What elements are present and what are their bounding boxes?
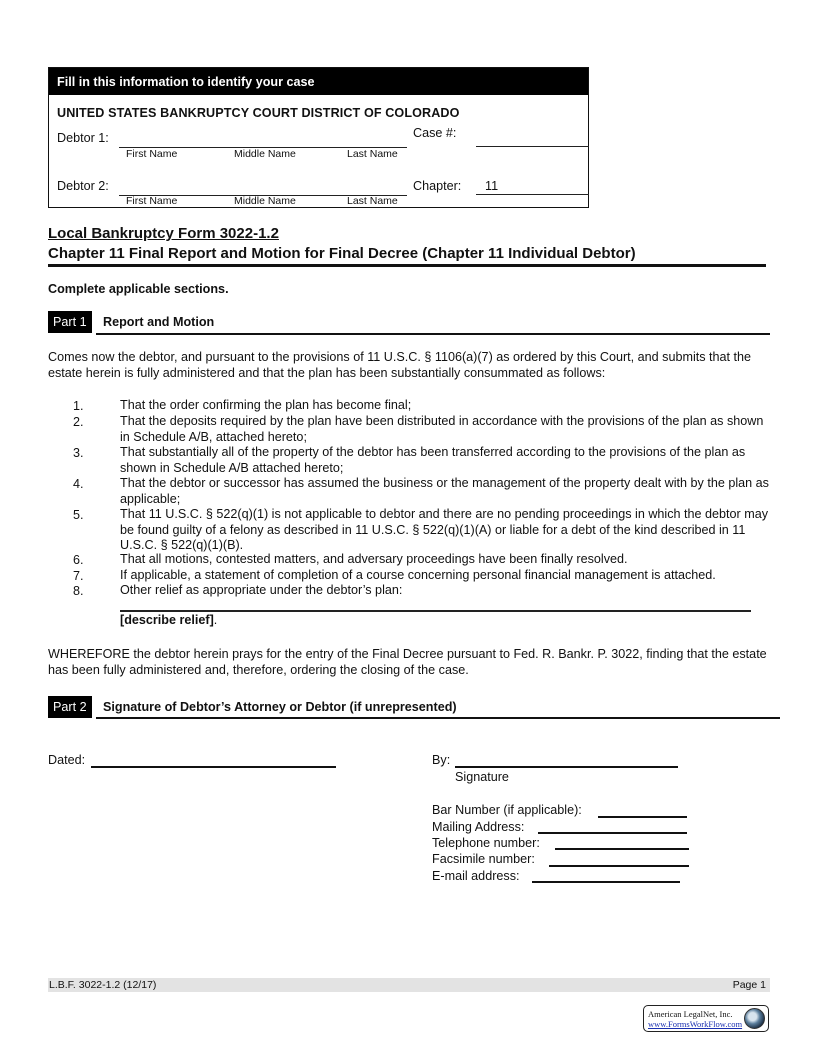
instructions: Complete applicable sections.: [48, 282, 229, 296]
part2-title: Signature of Debtor’s Attorney or Debtor (if unrepresented): [103, 700, 457, 714]
page-number: Page 1: [732, 979, 766, 991]
debtor1-last-name-label: Last Name: [347, 148, 398, 160]
form-title: Chapter 11 Final Report and Motion for Final Decree (Chapter 11 Individual Debtor): [48, 245, 636, 262]
case-box-header: Fill in this information to identify your case: [49, 68, 588, 95]
signature-label: Signature: [455, 770, 509, 784]
item-6-text: That all motions, contested matters, and adversary proceedings have been finally resolved.: [120, 552, 628, 566]
item-4-text: That the debtor or successor has assumed the business or the management of the property dealt with by the plan as applicable;: [120, 476, 769, 506]
describe-relief-label: [120, 613, 217, 627]
item-7-number: 7.: [73, 569, 84, 583]
legalnet-badge[interactable]: [643, 1005, 769, 1032]
debtor2-label: Debtor 2:: [57, 179, 109, 193]
part1-divider: [96, 333, 770, 335]
case-number-field[interactable]: [476, 146, 589, 147]
debtor1-middle-name-label: Middle Name: [234, 148, 296, 160]
debtor2-first-name-label: First Name: [126, 195, 178, 207]
part1-tag: Part 1: [48, 311, 92, 333]
item-2-number: 2.: [73, 415, 84, 429]
item-2-text: That the deposits required by the plan have been distributed in accordance with the provisions of the plan as shown in Schedule A/B, attached hereto;: [120, 414, 764, 444]
chapter-label: Chapter:: [413, 179, 462, 193]
item-5-text: That 11 U.S.C. § 522(q)(1) is not applicable to debtor and there are no pending proceedings in which the debtor may be found guilty of a felony as described in 11 U.S.C. § 522(q)(1)(A) or liable for a debt of the kind described in 11 U.S.C. § 522(q)(1)(B).: [120, 507, 769, 552]
part2-tag: Part 2: [48, 696, 92, 718]
debtor1-label: Debtor 1:: [57, 131, 109, 145]
badge-link[interactable]: www.FormsWorkFlow.com: [648, 1019, 743, 1029]
item-6-number: 6.: [73, 553, 84, 567]
item-4-number: 4.: [73, 477, 84, 491]
describe-relief-text: [describe relief]: [120, 613, 214, 627]
email-label: E-mail address:: [432, 869, 520, 883]
debtor2-last-name-label: Last Name: [347, 195, 398, 207]
email-field[interactable]: [532, 881, 680, 883]
case-number-label: Case #:: [413, 126, 457, 140]
item-1-number: 1.: [73, 399, 84, 413]
debtor1-first-name-label: First Name: [126, 148, 178, 160]
bar-number-field[interactable]: [598, 816, 687, 818]
bar-number-label: Bar Number (if applicable):: [432, 803, 582, 817]
mailing-address-field[interactable]: [538, 832, 687, 834]
item-5-number: 5.: [73, 508, 84, 522]
item-3-text: That substantially all of the property of the debtor has been transferred according to the provisions of the plan as shown in Schedule A/B attached hereto;: [120, 445, 746, 475]
describe-relief-suffix: .: [213, 613, 218, 627]
title-divider: [48, 264, 766, 267]
case-info-box: [48, 67, 589, 208]
telephone-label: Telephone number:: [432, 836, 540, 850]
signature-field[interactable]: [455, 766, 678, 768]
badge-company: American LegalNet, Inc.: [648, 1009, 733, 1019]
part1-intro: Comes now the debtor, and pursuant to the provisions of 11 U.S.C. § 1106(a)(7) as ordered by this Court, and submits that the estate herein is fully administered and that the plan has been substantially consummated as follows:: [48, 350, 752, 380]
chapter-field-line: [476, 194, 589, 195]
court-name: UNITED STATES BANKRUPTCY COURT DISTRICT OF COLORADO: [57, 106, 460, 120]
wherefore-paragraph: WHEREFORE the debtor herein prays for the entry of the Final Decree pursuant to Fed. R. Bankr. P. 3022, finding that the estate has been fully administered and, therefore, ordering the closing of the case.: [48, 647, 767, 677]
facsimile-field[interactable]: [549, 865, 689, 867]
form-code: L.B.F. 3022-1.2 (12/17): [49, 979, 157, 991]
form-number: Local Bankruptcy Form 3022-1.2: [48, 225, 279, 242]
footer-bar: [48, 978, 770, 992]
dated-label: Dated:: [48, 753, 86, 767]
item-1-text: That the order confirming the plan has become final;: [120, 398, 412, 412]
by-label: By:: [432, 753, 451, 767]
globe-icon: [744, 1008, 765, 1029]
item-3-number: 3.: [73, 446, 84, 460]
item-8-number: 8.: [73, 584, 84, 598]
item-8-text: Other relief as appropriate under the debtor’s plan:: [120, 583, 403, 597]
telephone-field[interactable]: [555, 848, 689, 850]
chapter-value[interactable]: 11: [485, 179, 499, 193]
part2-divider: [96, 717, 780, 719]
describe-relief-field[interactable]: [120, 610, 751, 612]
facsimile-label: Facsimile number:: [432, 852, 535, 866]
dated-field[interactable]: [91, 766, 336, 768]
item-7-text: If applicable, a statement of completion of a course concerning personal financial management is attached.: [120, 568, 716, 582]
debtor2-middle-name-label: Middle Name: [234, 195, 296, 207]
mailing-address-label: Mailing Address:: [432, 820, 525, 834]
part1-title: Report and Motion: [103, 315, 215, 329]
